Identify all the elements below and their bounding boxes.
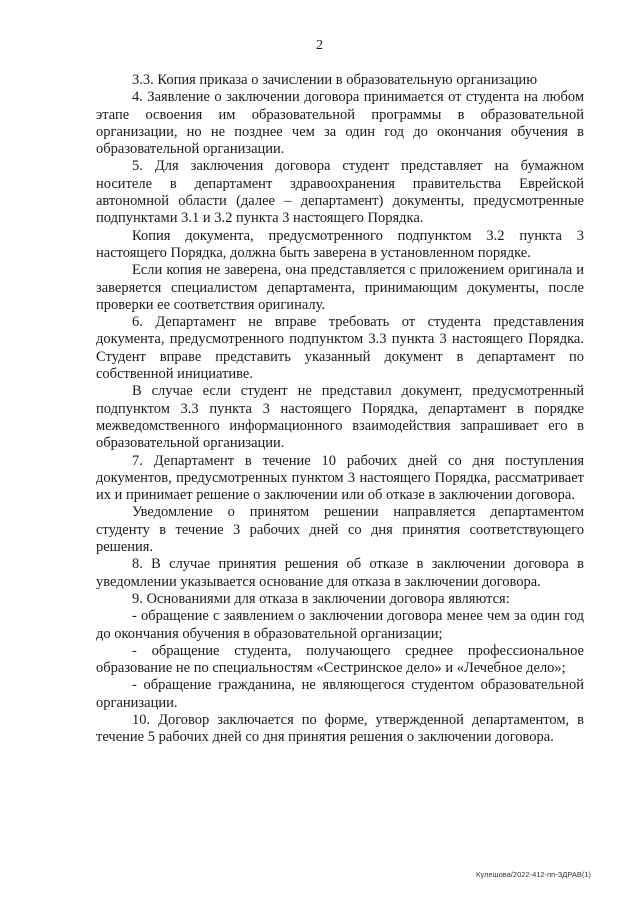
paragraph-9-reason-3: - обращение гражданина, не являющегося студентом образовательной организации. (96, 677, 584, 711)
page-number: 2 (316, 38, 323, 53)
paragraph-4: 4. Заявление о заключении договора принимается от студента на любом этапе освоения им образовательной программы в образовательной организации, но не позднее чем за один год до окончания обучения в образовательной организации. (96, 89, 584, 158)
paragraph-6: 6. Департамент не вправе требовать от студента представления документа, предусмотренного подпунктом 3.3 пункта 3 настоящего Порядка. Студент вправе представить указанный документ в департамент по собственной инициативе. (96, 314, 584, 383)
paragraph-5-uncertified-copy: Если копия не заверена, она представляется с приложением оригинала и заверяется специалистом департамента, принимающим документы, после проверки ее соответствия оригиналу. (96, 262, 584, 313)
paragraph-10: 10. Договор заключается по форме, утвержденной департаментом, в течение 5 рабочих дней со дня принятия решения о заключении договора. (96, 711, 584, 746)
document-footer-code: Кулешова/2022-412-пп-ЗДРАВ(1) (476, 870, 591, 879)
paragraph-7-notification: Уведомление о принятом решении направляется департаментом студенту в течение 3 рабочих дней со дня принятия соответствующего решения. (96, 504, 584, 556)
paragraph-3-3: 3.3. Копия приказа о зачислении в образовательную организацию (132, 72, 538, 88)
paragraph-7: 7. Департамент в течение 10 рабочих дней со дня поступления документов, предусмотренных пунктом 3 настоящего Порядка, рассматривает их и принимает решение о заключении или об отказе в заключении договора. (96, 452, 584, 504)
paragraph-6-interagency-request: В случае если студент не представил документ, предусмотренный подпунктом 3.3 пункта 3 настоящего Порядка, департамент в порядке межведомственного информационного взаимодействия запрашивает его в образовательной организации. (96, 383, 584, 452)
paragraph-8: 8. В случае принятия решения об отказе в заключении договора в уведомлении указывается основание для отказа в заключении договора. (96, 556, 584, 590)
document-body (96, 72, 584, 747)
paragraph-9-reason-2: - обращение студента, получающего среднее профессиональное образование не по специальностям «Сестринское дело» и «Лечебное дело»; (96, 642, 584, 677)
paragraph-5: 5. Для заключения договора студент представляет на бумажном носителе в департамент здравоохранения правительства Еврейской автономной области (далее – департамент) документы, предусмотренные подпунктами 3.1 и 3.2 пункта 3 настоящего Порядка. (96, 158, 584, 227)
paragraph-9-reason-1: - обращение с заявлением о заключении договора менее чем за один год до окончания обучения в образовательной организации; (96, 608, 584, 642)
paragraph-9: 9. Основаниями для отказа в заключении договора являются: (132, 590, 510, 607)
paragraph-5-copy-certification: Копия документа, предусмотренного подпунктом 3.2 пункта 3 настоящего Порядка, должна быть заверена в установленном порядке. (96, 227, 584, 261)
